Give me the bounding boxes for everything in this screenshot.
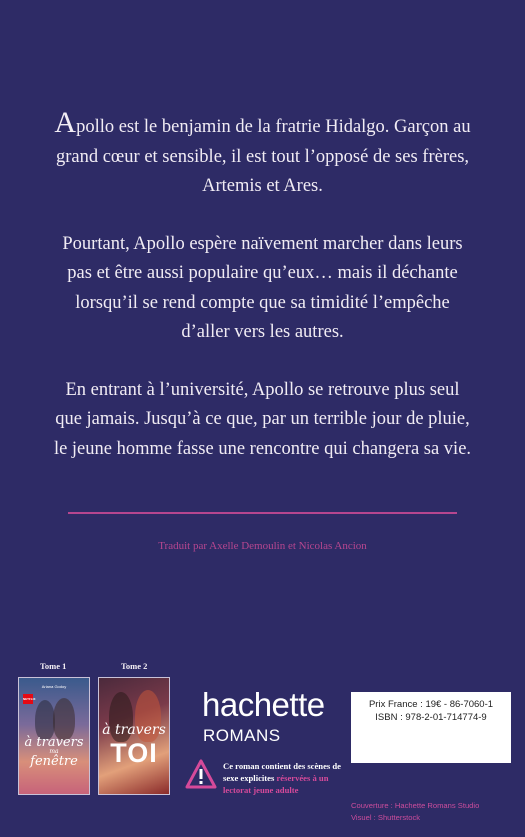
tome-1-cover	[18, 677, 90, 795]
translator-credit: Traduit par Axelle Demoulin et Nicolas Ancion	[158, 540, 367, 552]
tome-2-title: à travers	[102, 722, 166, 738]
divider-rule	[68, 512, 457, 514]
back-cover-blurb	[50, 106, 475, 492]
cover-author: Ariana Godoy	[41, 684, 67, 689]
blurb-paragraph-2: Pourtant, Apollo espère naïvement marcher dans leurs pas et être aussi populaire qu’eux… mais il déchante lorsqu’il se rend compte que sa timidité l’empêche d’aller vers les autres.	[62, 233, 463, 342]
drop-cap: A	[54, 106, 77, 139]
price-isbn-box	[351, 692, 511, 763]
tome-2-cover	[98, 677, 170, 795]
tome-2-label: Tome 2	[121, 661, 148, 671]
warning-icon	[185, 759, 217, 790]
content-warning: Ce roman contient des scènes de sexe explicites réservées à un lectorat jeune adulte	[223, 761, 341, 796]
publisher-imprint: ROMANS	[203, 726, 281, 745]
tome-1-label: Tome 1	[40, 661, 67, 671]
price-line: Prix France : 19€ - 86-7060-1	[368, 699, 494, 710]
blurb-paragraph-3: En entrant à l’université, Apollo se retrouve plus seul que jamais. Jusqu’à ce que, par un terrible jour de pluie, le jeune homme fasse une rencontre qui changera sa vie.	[53, 379, 472, 459]
netflix-badge: NETFLIX	[23, 694, 33, 704]
publisher-logo: hachette	[202, 686, 325, 723]
tome-1-title: à travers ma fenêtre	[24, 735, 84, 769]
isbn-line: ISBN : 978-2-01-714774-9	[375, 712, 487, 723]
tome-2-title-toi: TOI	[110, 738, 158, 768]
cover-credits: Couverture : Hachette Romans Studio Visuel : Shutterstock	[351, 801, 480, 822]
blurb-paragraph-1: Apollo est le benjamin de la fratrie Hidalgo. Garçon au grand cœur et sensible, il est tout l’opposé de ses frères, Artemis et Ares.	[54, 106, 471, 196]
